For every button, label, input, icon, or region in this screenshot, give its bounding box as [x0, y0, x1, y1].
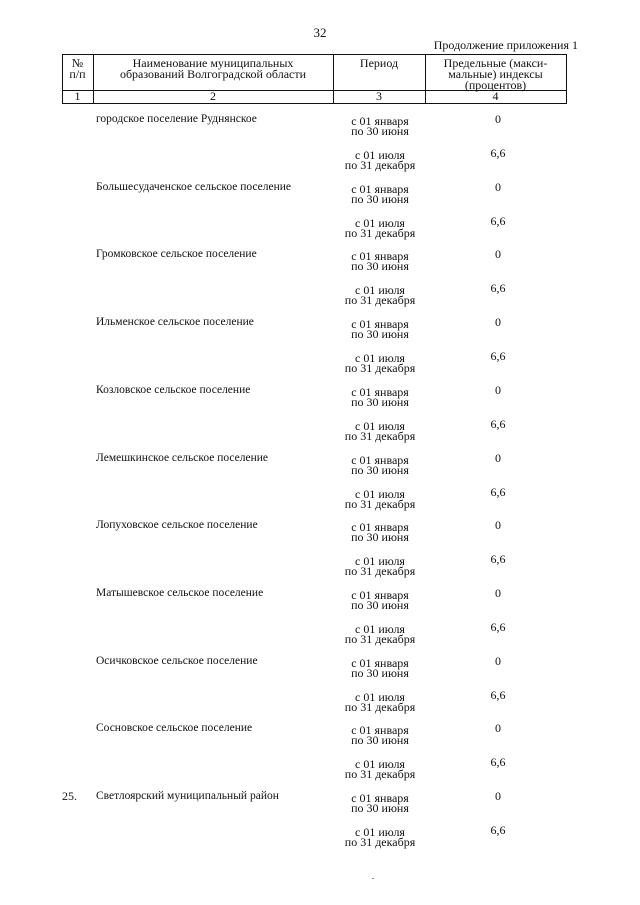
period-line: по 31 декабря: [344, 226, 416, 240]
index-value-first-half: 0: [495, 112, 501, 126]
period-line: с 01 июля: [355, 757, 405, 771]
period-second-half: [336, 353, 424, 373]
period-line: по 30 июня: [351, 666, 409, 680]
page-number: 32: [313, 25, 327, 40]
period-line: по 31 декабря: [344, 632, 416, 646]
municipality-name: Светлоярский муниципальный район: [96, 790, 279, 802]
period-line: с 01 января: [351, 385, 409, 399]
period-line: с 01 января: [351, 182, 409, 196]
index-value-second-half: 6,6: [490, 552, 506, 566]
period-first-half: [336, 793, 424, 813]
period-second-half: [336, 692, 424, 712]
period-first-half: [336, 522, 424, 542]
period-line: по 30 июня: [351, 733, 409, 747]
period-second-half: [336, 150, 424, 170]
municipality-name: Козловское сельское поселение: [96, 384, 251, 396]
scan-dot: [372, 878, 374, 879]
period-line: по 31 декабря: [344, 293, 416, 307]
period-second-half: [336, 759, 424, 779]
period-line: по 30 июня: [351, 327, 409, 341]
period-line: с 01 января: [351, 723, 409, 737]
municipality-name: Матышевское сельское поселение: [96, 587, 264, 599]
period-line: по 31 декабря: [344, 835, 416, 849]
period-line: по 31 декабря: [344, 767, 416, 781]
period-line: с 01 июля: [355, 419, 405, 433]
period-line: по 30 июня: [351, 192, 409, 206]
period-first-half: [336, 590, 424, 610]
index-value-first-half: 0: [495, 180, 501, 194]
column-number-3: 3: [376, 89, 382, 103]
period-line: по 30 июня: [351, 259, 409, 273]
continuation-label: Продолжение приложения 1: [433, 38, 578, 52]
period-first-half: [336, 387, 424, 407]
period-line: по 31 декабря: [344, 361, 416, 375]
municipality-name: Лемешкинское сельское поселение: [96, 452, 269, 464]
period-line: с 01 января: [351, 317, 409, 331]
index-value-second-half: 6,6: [490, 281, 506, 295]
period-line: по 30 июня: [351, 801, 409, 815]
index-value-first-half: 0: [495, 451, 501, 465]
index-value-second-half: 6,6: [490, 823, 506, 837]
period-line: по 31 декабря: [344, 158, 416, 172]
period-second-half: [336, 285, 424, 305]
index-value-first-half: 0: [495, 789, 501, 803]
table-top-border: [62, 54, 567, 55]
period-line: с 01 января: [351, 114, 409, 128]
period-line: с 01 июля: [355, 216, 405, 230]
period-first-half: [336, 455, 424, 475]
period-second-half: [336, 421, 424, 441]
header-index: Предельные (макси- мальные) индексы (процентов): [443, 56, 548, 92]
municipality-name: Большесудаченское сельское поселение: [96, 181, 292, 193]
index-value-second-half: 6,6: [490, 485, 506, 499]
period-line: с 01 июля: [355, 283, 405, 297]
column-numbers-bottom-border: [62, 103, 567, 104]
index-value-second-half: 6,6: [490, 214, 506, 228]
index-value-second-half: 6,6: [490, 688, 506, 702]
period-line: с 01 июля: [355, 690, 405, 704]
period-line: с 01 января: [351, 791, 409, 805]
period-line: по 31 декабря: [344, 564, 416, 578]
municipality-name: Громковское сельское поселение: [96, 248, 257, 260]
period-line: с 01 июля: [355, 148, 405, 162]
period-second-half: [336, 624, 424, 644]
index-value-first-half: 0: [495, 518, 501, 532]
period-line: по 31 декабря: [344, 700, 416, 714]
period-first-half: [336, 319, 424, 339]
municipality-name: Сосновское сельское поселение: [96, 722, 253, 734]
period-line: с 01 июля: [355, 351, 405, 365]
period-line: с 01 июля: [355, 825, 405, 839]
period-second-half: [336, 556, 424, 576]
column-number-1: 1: [74, 89, 81, 103]
index-value-second-half: 6,6: [490, 417, 506, 431]
period-first-half: [336, 116, 424, 136]
period-line: по 31 декабря: [344, 497, 416, 511]
period-line: с 01 июля: [355, 554, 405, 568]
index-value-first-half: 0: [495, 315, 501, 329]
column-number-4: 4: [492, 89, 499, 103]
municipality-name: Лопуховское сельское поселение: [96, 519, 258, 531]
period-first-half: [336, 658, 424, 678]
table-right-border: [566, 54, 567, 104]
municipality-name: городское поселение Руднянское: [96, 113, 257, 125]
period-line: с 01 июля: [355, 487, 405, 501]
index-value-first-half: 0: [495, 586, 501, 600]
index-value-second-half: 6,6: [490, 755, 506, 769]
period-line: с 01 июля: [355, 622, 405, 636]
index-value-first-half: 0: [495, 383, 501, 397]
index-value-second-half: 6,6: [490, 349, 506, 363]
period-line: по 31 декабря: [344, 429, 416, 443]
period-line: по 30 июня: [351, 463, 409, 477]
period-first-half: [336, 251, 424, 271]
header-num: № п/п: [69, 56, 86, 81]
index-value-first-half: 0: [495, 654, 501, 668]
period-line: по 30 июня: [351, 124, 409, 138]
index-value-first-half: 0: [495, 721, 501, 735]
period-line: по 30 июня: [351, 395, 409, 409]
period-line: с 01 января: [351, 249, 409, 263]
municipality-name: Ильменское сельское поселение: [96, 316, 254, 328]
row-number: 25.: [62, 789, 77, 803]
index-value-second-half: 6,6: [490, 620, 506, 634]
index-value-second-half: 6,6: [490, 146, 506, 160]
period-first-half: [336, 725, 424, 745]
index-value-first-half: 0: [495, 247, 501, 261]
column-number-2: 2: [210, 89, 216, 103]
period-first-half: [336, 184, 424, 204]
period-line: с 01 января: [351, 453, 409, 467]
period-line: с 01 января: [351, 520, 409, 534]
period-second-half: [336, 489, 424, 509]
period-second-half: [336, 827, 424, 847]
period-second-half: [336, 218, 424, 238]
municipality-name: Осичковское сельское поселение: [96, 655, 258, 667]
period-line: по 30 июня: [351, 530, 409, 544]
header-name: Наименование муниципальных образований Волгоградской области: [119, 56, 307, 81]
period-line: с 01 января: [351, 588, 409, 602]
header-period: Период: [359, 56, 399, 70]
period-line: по 30 июня: [351, 598, 409, 612]
period-line: с 01 января: [351, 656, 409, 670]
